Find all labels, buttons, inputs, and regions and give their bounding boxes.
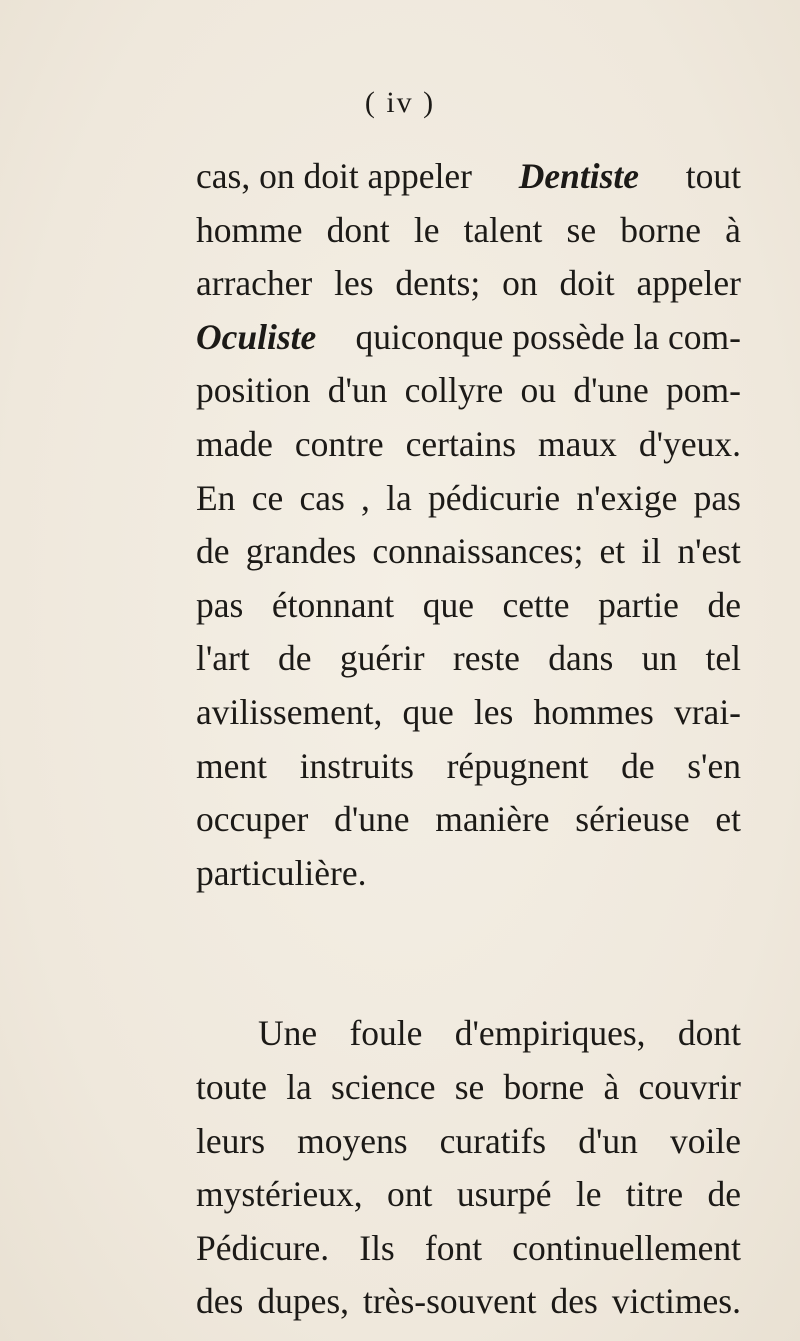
word: dans — [548, 638, 614, 679]
word: et — [599, 531, 626, 572]
text-line — [196, 525, 741, 579]
word: on — [502, 263, 538, 304]
word: ce — [251, 477, 284, 518]
text-line — [196, 1275, 741, 1329]
word: d'un — [327, 370, 388, 411]
text-line — [196, 686, 741, 740]
word: de — [196, 531, 230, 572]
text-line — [196, 364, 741, 418]
text-line — [196, 1168, 741, 1222]
word: partie — [598, 584, 679, 625]
word: continuellement — [512, 1227, 741, 1268]
word: étonnant — [271, 584, 395, 625]
word: le — [413, 209, 440, 250]
word: ment — [196, 745, 267, 786]
word: et — [715, 799, 741, 840]
word: leurs — [196, 1120, 266, 1161]
word: dont — [677, 1013, 741, 1054]
word: mystérieux, — [196, 1174, 363, 1215]
word: foule — [349, 1013, 423, 1054]
word: cette — [502, 584, 570, 625]
word: cas — [299, 477, 345, 518]
word: curatifs — [439, 1120, 547, 1161]
text-line — [196, 632, 741, 686]
text-line: cas, on doit appeler Dentiste tout — [196, 150, 741, 204]
word: se — [566, 209, 597, 250]
word: dont — [326, 209, 390, 250]
word: dupes, — [257, 1281, 350, 1322]
word: à — [725, 209, 741, 250]
word: borne — [503, 1066, 585, 1107]
word: toute — [196, 1066, 267, 1107]
word: avilissement, — [196, 691, 383, 732]
word: se — [454, 1066, 485, 1107]
word: Une — [258, 1013, 318, 1054]
word: n'est — [677, 531, 741, 572]
text-line — [196, 418, 741, 472]
text-line — [196, 793, 741, 847]
word: appeler — [636, 263, 741, 304]
text-line — [196, 204, 741, 258]
text-line — [196, 1061, 741, 1115]
text-line — [196, 257, 741, 311]
word: tel — [705, 638, 741, 679]
word: les — [473, 691, 514, 732]
word: très-souvent — [363, 1281, 537, 1322]
text-line — [196, 1222, 741, 1276]
word: contre — [294, 423, 384, 464]
word: grandes — [245, 531, 357, 572]
text-line — [196, 472, 741, 526]
word: un — [641, 638, 678, 679]
word: de — [278, 638, 312, 679]
word: guérir — [339, 638, 425, 679]
word: hommes — [533, 691, 654, 732]
text-line — [196, 1007, 741, 1061]
word: ou — [520, 370, 557, 411]
word: dents; — [395, 263, 481, 304]
word: pédicurie — [428, 477, 561, 518]
word: homme — [196, 209, 303, 250]
paragraph-2 — [196, 1007, 741, 1329]
word: n'exige — [576, 477, 678, 518]
word: maux — [538, 423, 617, 464]
word: sérieuse — [575, 799, 690, 840]
word: occuper — [196, 799, 309, 840]
word: Ils — [359, 1227, 395, 1268]
word: il — [641, 531, 662, 572]
word: Pédicure. — [196, 1227, 330, 1268]
word: de — [621, 745, 655, 786]
word: à — [603, 1066, 620, 1107]
word: voile — [670, 1120, 741, 1161]
emphasis-oculiste: Oculiste — [196, 316, 317, 357]
word: science — [331, 1066, 436, 1107]
word: made — [196, 423, 273, 464]
word: pom- — [666, 370, 741, 411]
word: reste — [452, 638, 520, 679]
text-line — [196, 1115, 741, 1169]
word: la — [286, 1066, 312, 1107]
word: moyens — [297, 1120, 408, 1161]
word: certains — [405, 423, 517, 464]
word: position — [196, 370, 311, 411]
word: d'yeux. — [638, 423, 741, 464]
text-line — [196, 579, 741, 633]
word: pas — [196, 584, 244, 625]
word: En — [196, 477, 236, 518]
word: font — [424, 1227, 483, 1268]
page-number: ( iv ) — [364, 86, 436, 119]
word: de — [707, 584, 741, 625]
word: titre — [625, 1174, 684, 1215]
word: , — [361, 477, 370, 518]
word: talent — [463, 209, 543, 250]
paragraph-gap — [196, 900, 741, 1007]
body-text — [196, 150, 741, 1329]
word: des — [550, 1281, 598, 1322]
word: de — [707, 1174, 741, 1215]
word: d'une — [334, 799, 410, 840]
word: que — [402, 691, 454, 732]
word: s'en — [687, 745, 741, 786]
word: des — [196, 1281, 244, 1322]
text-line: Oculiste quiconque possède la com- — [196, 311, 741, 365]
word: d'empiriques, — [454, 1013, 646, 1054]
word: instruits — [299, 745, 414, 786]
word: vrai- — [673, 691, 741, 732]
emphasis-dentiste: Dentiste — [518, 156, 640, 196]
word: d'une — [573, 370, 649, 411]
text-line: particulière. — [196, 852, 367, 893]
word: la — [386, 477, 412, 518]
word: le — [575, 1174, 602, 1215]
word: collyre — [404, 370, 504, 411]
text-line — [196, 740, 741, 794]
word: d'un — [578, 1120, 638, 1161]
word: arracher — [196, 263, 313, 304]
word: couvrir — [638, 1066, 741, 1107]
word: connaissances; — [372, 531, 584, 572]
word: que — [422, 584, 474, 625]
word: ont — [387, 1174, 433, 1215]
word: pas — [693, 477, 741, 518]
word: doit — [559, 263, 615, 304]
word: victimes. — [611, 1281, 741, 1322]
word: manière — [435, 799, 550, 840]
word: borne — [620, 209, 702, 250]
word: usurpé — [456, 1174, 552, 1215]
paragraph-1 — [196, 150, 741, 900]
word: l'art — [196, 638, 250, 679]
word: répugnent — [446, 745, 589, 786]
word: les — [334, 263, 374, 304]
